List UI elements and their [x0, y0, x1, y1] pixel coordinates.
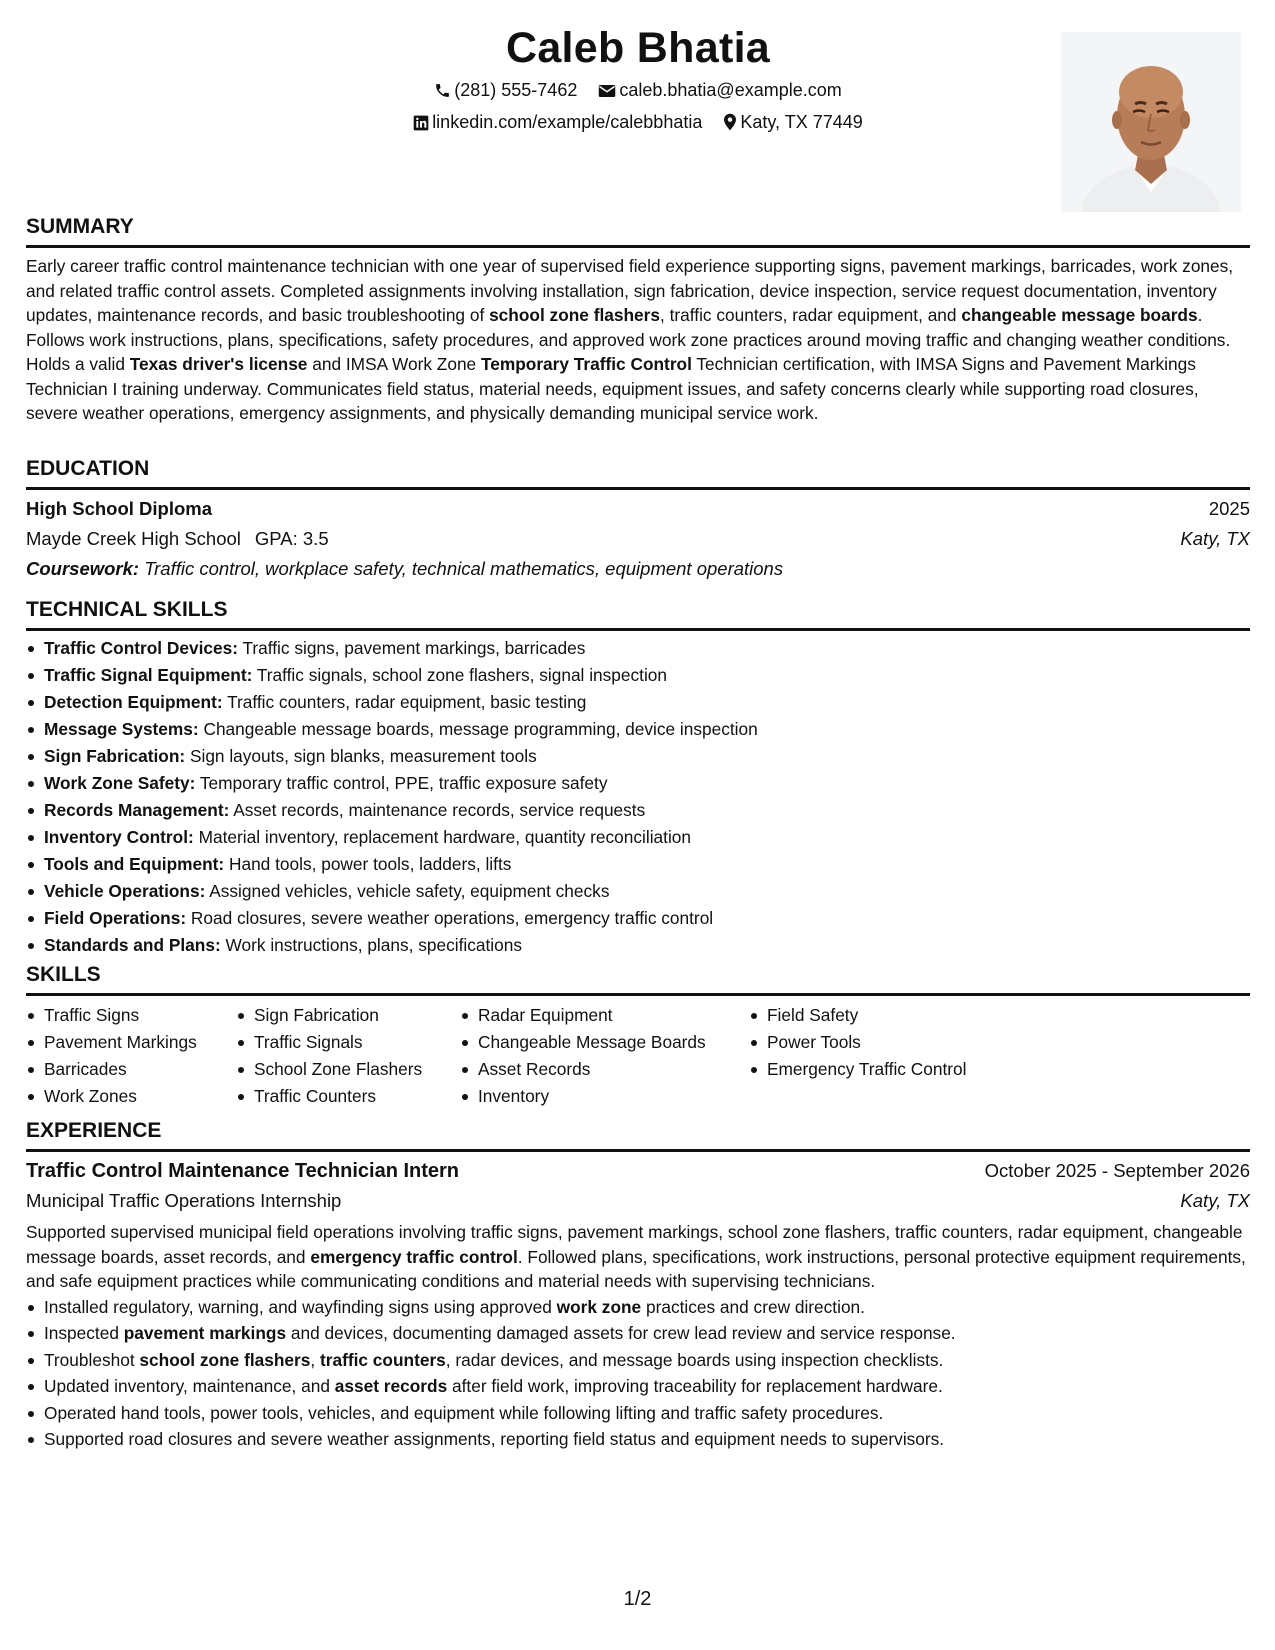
- degree-name: High School Diploma: [26, 498, 213, 519]
- bullet-keyword: traffic counters: [319, 1349, 446, 1370]
- bullet-text: ,: [310, 1349, 320, 1370]
- skill-text: Traffic counters, radar equipment, basic testing: [227, 692, 587, 712]
- skills-column-3: [460, 1002, 749, 1110]
- skill-text: Temporary traffic control, PPE, traffic exposure safety: [199, 773, 608, 793]
- list-item: [26, 932, 1250, 959]
- list-item: Traffic Signs: [26, 1002, 236, 1029]
- technical-skills-list: [26, 635, 1250, 959]
- list-item: Sign Fabrication: [236, 1002, 460, 1029]
- skill-label: Records Management:: [44, 800, 230, 820]
- bullet-text: practices and crew direction.: [641, 1296, 865, 1317]
- list-item: [26, 662, 1250, 689]
- summary-text-part: Early career traffic control maintenance technician with one year of supervised field experience supporting signs, pavement markings, barricades, work zones, and related traffic control assets. Completed assignments involving installation, sign fabrication, device inspection, service request documentation, inventory updates, maintenance records, and basic troubleshooting of: [26, 256, 1234, 325]
- bullet-keyword: asset records: [334, 1376, 448, 1396]
- organization-name: Municipal Traffic Operations Internship: [26, 1190, 342, 1211]
- list-item: School Zone Flashers: [236, 1056, 460, 1083]
- list-item: [26, 1373, 1250, 1400]
- list-item: [26, 1320, 1250, 1347]
- skill-label: Tools and Equipment:: [44, 854, 225, 874]
- skill-label: Inventory Control:: [44, 827, 194, 847]
- skill-label: Standards and Plans:: [44, 935, 221, 955]
- bullet-text: , radar devices, and message boards using inspection checklists.: [445, 1349, 944, 1370]
- job-title: Traffic Control Maintenance Technician Intern: [26, 1160, 460, 1182]
- education-section: [26, 456, 1250, 584]
- skill-label: Detection Equipment:: [44, 692, 223, 712]
- school-name: Mayde Creek High School: [26, 528, 241, 549]
- list-item: [26, 1347, 1250, 1374]
- list-item: Barricades: [26, 1056, 236, 1083]
- bullet-text: Supported road closures and severe weather assignments, reporting field status and equipment needs to supervisors.: [44, 1429, 945, 1449]
- school-info: [26, 524, 329, 554]
- bullet-text: Inspected: [44, 1323, 124, 1343]
- job-dates: October 2025 - September 2026: [984, 1160, 1250, 1181]
- skill-text: Road closures, severe weather operations, emergency traffic control: [190, 908, 714, 928]
- skill-text: Assigned vehicles, vehicle safety, equipment checks: [209, 881, 610, 901]
- skills-column-2: [236, 1002, 460, 1110]
- skill-label: Vehicle Operations:: [44, 881, 206, 901]
- coursework: [26, 554, 1250, 584]
- resume-page: [26, 0, 1250, 1650]
- skill-text: Material inventory, replacement hardware, quantity reconciliation: [198, 827, 692, 847]
- bullet-text: Installed regulatory, warning, and wayfinding signs using approved: [44, 1296, 557, 1317]
- list-item: [26, 878, 1250, 905]
- location-item: [723, 110, 862, 134]
- bullet-keyword: pavement markings: [123, 1323, 287, 1343]
- summary-keyword: Temporary Traffic Control: [480, 354, 692, 374]
- phone-icon: [434, 82, 451, 99]
- list-item: [26, 905, 1250, 932]
- summary-keyword: changeable message boards: [961, 305, 1198, 325]
- list-item: [26, 1294, 1250, 1321]
- list-item: Radar Equipment: [460, 1002, 749, 1029]
- education-heading: EDUCATION: [26, 456, 1250, 490]
- skill-label: Traffic Control Devices:: [44, 638, 238, 658]
- list-item: Power Tools: [749, 1029, 1049, 1056]
- technical-skills-heading: TECHNICAL SKILLS: [26, 597, 1250, 631]
- list-item: [26, 824, 1250, 851]
- job-header-row: [26, 1156, 1250, 1186]
- envelope-icon: [598, 83, 616, 99]
- linkedin-item[interactable]: [413, 110, 702, 134]
- job-description: [26, 1220, 1250, 1294]
- location-text: Katy, TX 77449: [740, 112, 863, 132]
- skill-label: Work Zone Safety:: [44, 773, 196, 793]
- summary-keyword: Texas driver's license: [129, 354, 308, 374]
- coursework-text: Traffic control, workplace safety, technical mathematics, equipment operations: [144, 558, 784, 579]
- experience-heading: EXPERIENCE: [26, 1118, 1250, 1152]
- list-item: Emergency Traffic Control: [749, 1056, 1049, 1083]
- skill-text: Asset records, maintenance records, service requests: [233, 800, 646, 820]
- description-part: . Followed plans, specifications, work instructions, personal protective equipment requirements, and safe equipment practices while communicating conditions and material needs with supervising technicians.: [26, 1246, 1246, 1291]
- list-item: Traffic Counters: [236, 1083, 460, 1110]
- bullet-text: and devices, documenting damaged assets for crew lead review and service response.: [286, 1323, 956, 1343]
- list-item: Pavement Markings: [26, 1029, 236, 1056]
- email-text[interactable]: caleb.bhatia@example.com: [619, 80, 842, 100]
- experience-bullets: [26, 1294, 1250, 1453]
- list-item: Inventory: [460, 1083, 749, 1110]
- skill-text: Traffic signs, pavement markings, barricades: [242, 638, 586, 658]
- bullet-keyword: work zone: [556, 1296, 642, 1317]
- skill-label: Message Systems:: [44, 719, 199, 739]
- list-item: [26, 1426, 1250, 1453]
- list-item: [26, 635, 1250, 662]
- summary-text-part: . Follows work instructions, plans, specifications, safety procedures, and approved work zone practices around moving traffic and changing weather conditions. Holds a valid: [26, 305, 1231, 374]
- skill-label: Traffic Signal Equipment:: [44, 665, 253, 685]
- bullet-text: Operated hand tools, power tools, vehicles, and equipment while following lifting and traffic safety procedures.: [44, 1402, 884, 1423]
- skill-text: Hand tools, power tools, ladders, lifts: [228, 854, 512, 874]
- page-number: 1/2: [623, 1588, 652, 1610]
- profile-photo: [1061, 32, 1241, 212]
- bullet-text: Updated inventory, maintenance, and: [44, 1376, 335, 1396]
- skills-column-1: [26, 1002, 236, 1110]
- skills-section: [26, 962, 1250, 1110]
- list-item: [26, 689, 1250, 716]
- linkedin-text[interactable]: linkedin.com/example/calebbhatia: [432, 112, 703, 132]
- list-item: [26, 1400, 1250, 1427]
- list-item: Changeable Message Boards: [460, 1029, 749, 1056]
- summary-text: [26, 254, 1250, 426]
- experience-section: [26, 1118, 1250, 1453]
- list-item: [26, 743, 1250, 770]
- skill-text: Changeable message boards, message programming, device inspection: [203, 719, 758, 739]
- skills-column-4: [749, 1002, 1049, 1110]
- list-item: Field Safety: [749, 1002, 1049, 1029]
- list-item: [26, 716, 1250, 743]
- list-item: Work Zones: [26, 1083, 236, 1110]
- skill-label: Field Operations:: [44, 908, 187, 928]
- list-item: [26, 851, 1250, 878]
- skill-label: Sign Fabrication:: [44, 746, 186, 766]
- job-location: Katy, TX: [1180, 1190, 1250, 1211]
- skill-text: Traffic signals, school zone flashers, signal inspection: [256, 665, 668, 685]
- degree-row: [26, 494, 1250, 524]
- email-item[interactable]: [598, 78, 841, 102]
- graduation-year: 2025: [1208, 498, 1250, 519]
- gpa: GPA: 3.5: [254, 528, 329, 549]
- skill-text: Sign layouts, sign blanks, measurement tools: [189, 746, 537, 766]
- bullet-text: Troubleshot: [44, 1349, 140, 1370]
- summary-keyword: school zone flashers: [489, 305, 661, 325]
- phone-item: [434, 78, 577, 102]
- skill-text: Work instructions, plans, specifications: [225, 935, 522, 955]
- summary-text-part: , traffic counters, radar equipment, and: [660, 305, 962, 325]
- skills-heading: SKILLS: [26, 962, 1250, 996]
- summary-section: [26, 214, 1250, 426]
- organization-row: [26, 1186, 1250, 1216]
- bullet-text: after field work, improving traceability for replacement hardware.: [447, 1376, 943, 1396]
- list-item: Traffic Signals: [236, 1029, 460, 1056]
- phone-text: (281) 555-7462: [454, 80, 578, 100]
- skills-columns: [26, 1002, 1250, 1110]
- list-item: [26, 797, 1250, 824]
- linkedin-icon: [413, 115, 429, 131]
- description-keyword: emergency traffic control: [310, 1246, 518, 1267]
- summary-text-part: Technician certification, with IMSA Signs and Pavement Markings Technician I training underway. Communicates field status, material needs, equipment issues, and safety concerns clearly while supporting road closures, severe weather operations, emergency assignments, and physically demanding municipal service work.: [26, 354, 1199, 423]
- technical-skills-section: [26, 597, 1250, 959]
- bullet-keyword: school zone flashers: [139, 1349, 311, 1370]
- list-item: [26, 770, 1250, 797]
- summary-heading: SUMMARY: [26, 214, 1250, 248]
- map-pin-icon: [723, 113, 737, 131]
- summary-text-part: and IMSA Work Zone: [307, 354, 481, 374]
- coursework-label: Coursework:: [26, 558, 140, 579]
- candidate-name: Caleb Bhatia: [505, 24, 771, 72]
- description-part: Supported supervised municipal field operations involving traffic signs, pavement markings, school zone flashers, traffic counters, radar equipment, changeable message boards, asset records, and: [26, 1222, 1243, 1267]
- list-item: Asset Records: [460, 1056, 749, 1083]
- school-row: [26, 524, 1250, 554]
- school-location: Katy, TX: [1180, 528, 1250, 549]
